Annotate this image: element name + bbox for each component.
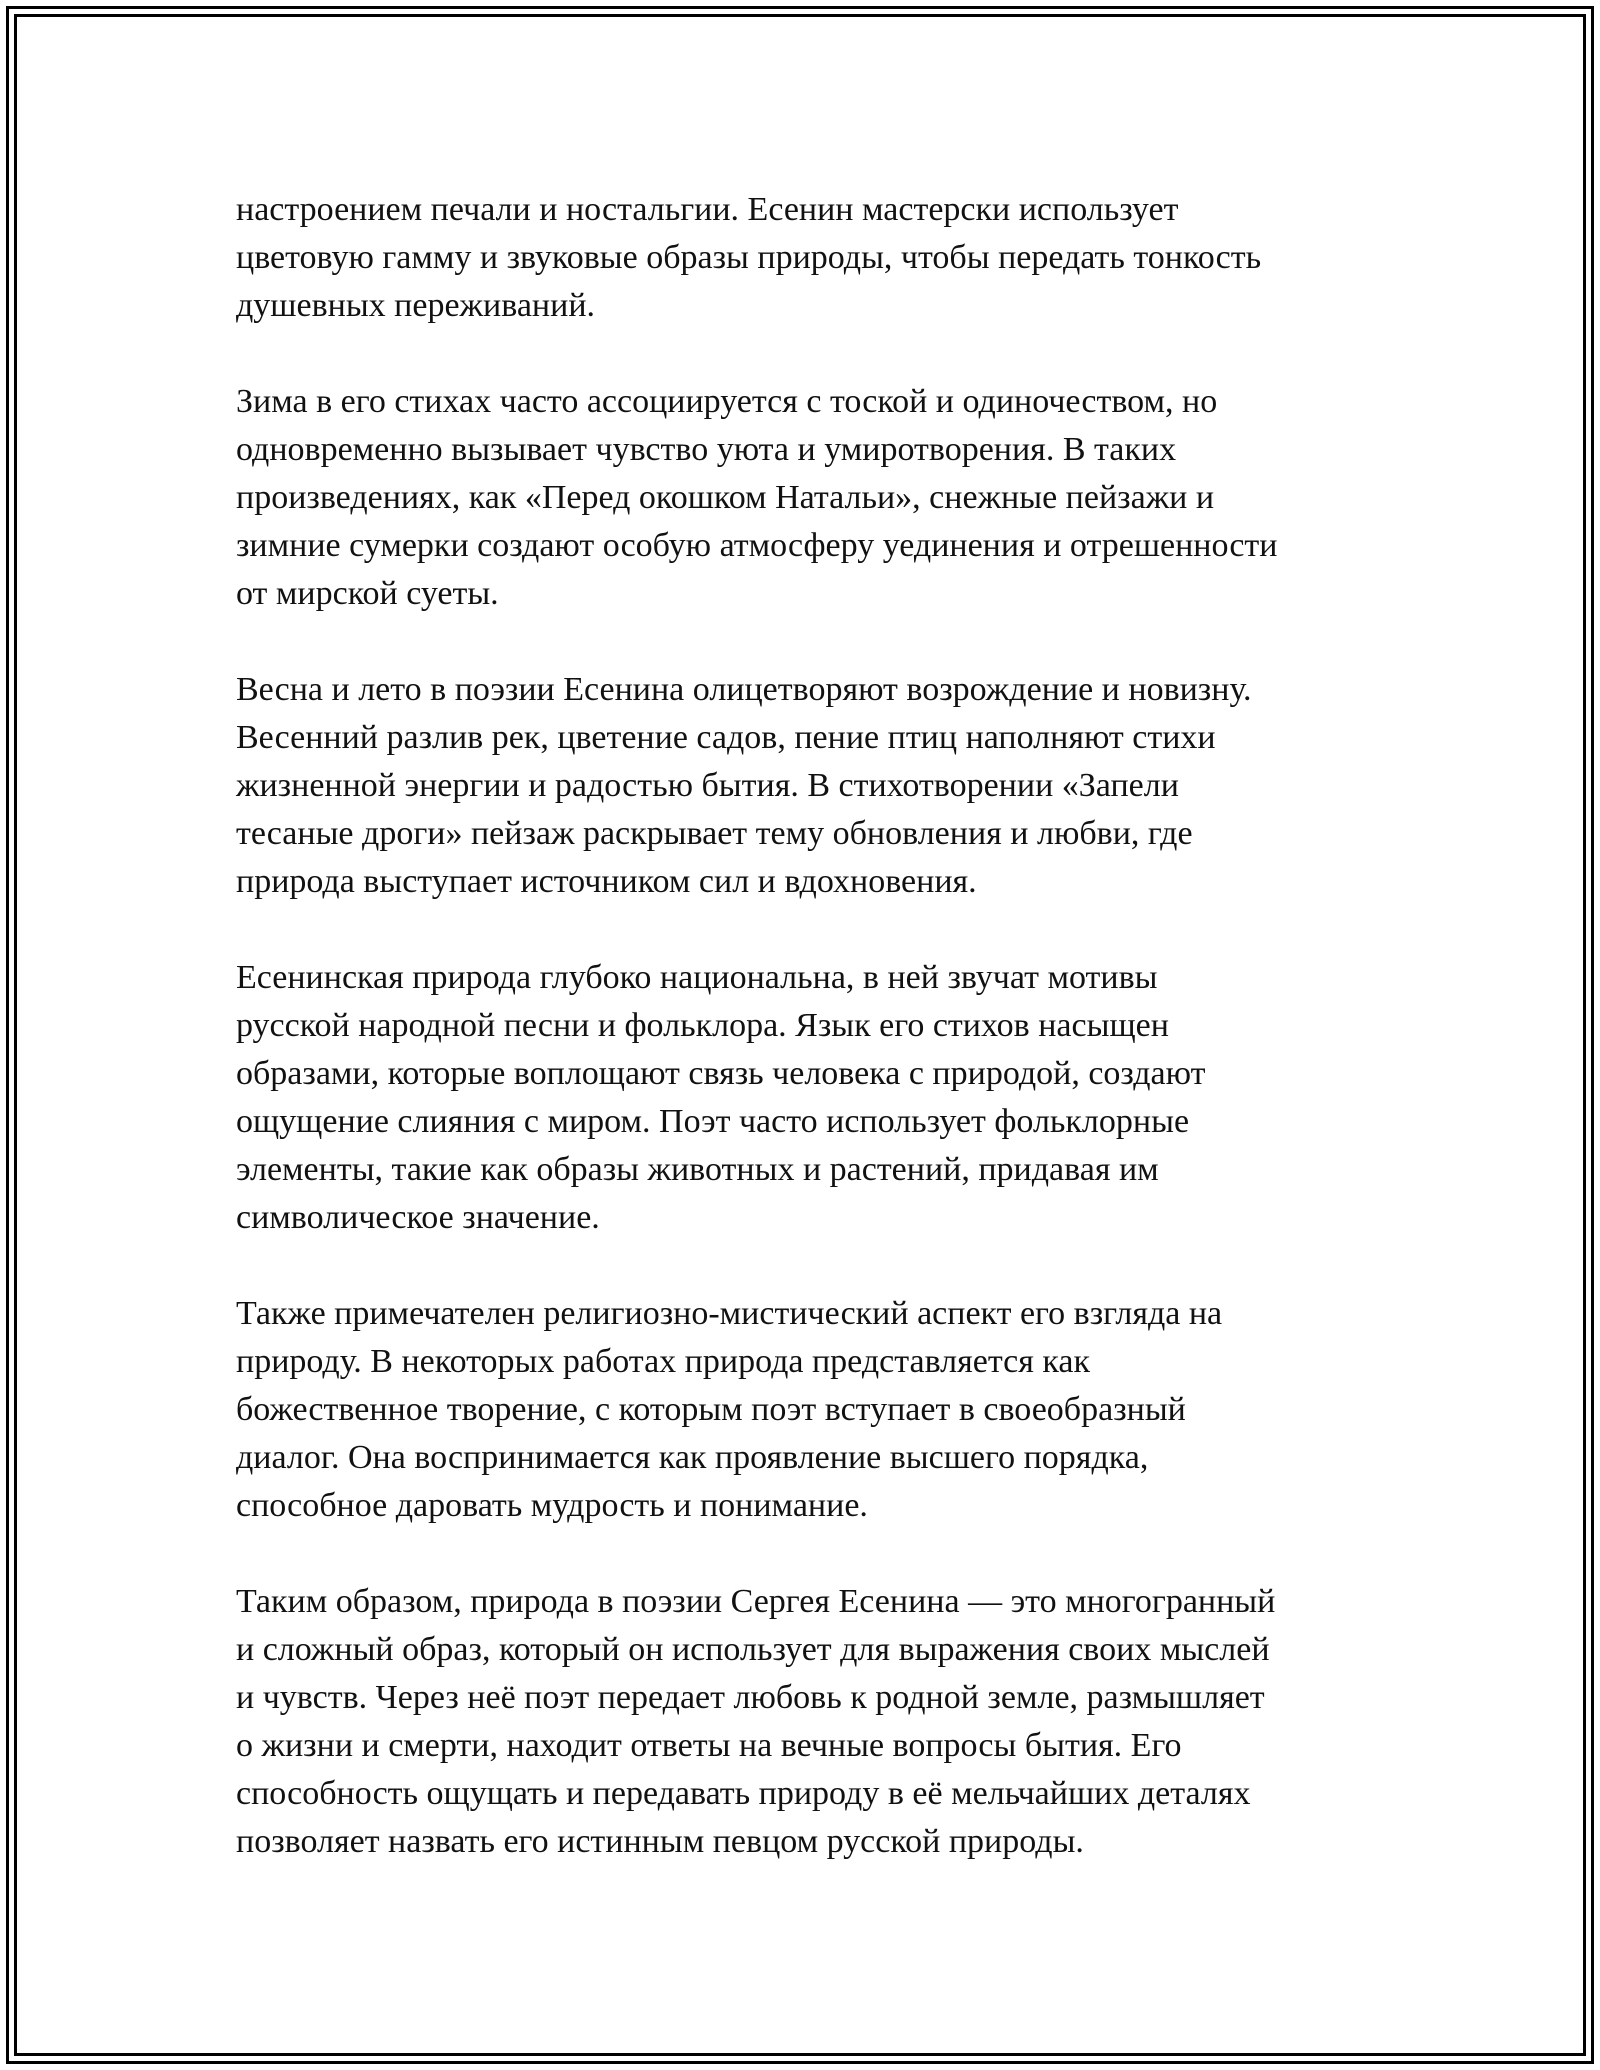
text-line: божественное творение, с которым поэт вступает в своеобразный	[236, 1391, 1186, 1428]
text-line: душевных переживаний.	[236, 287, 596, 324]
paragraph-6	[236, 1578, 1386, 1866]
text-line: Есенинская природа глубоко национальна, в ней звучат мотивы	[236, 959, 1158, 996]
text-line: от мирской суеты.	[236, 575, 499, 612]
text-line: природу. В некоторых работах природа представляется как	[236, 1343, 1090, 1380]
paragraph-5	[236, 1290, 1386, 1530]
text-line: образами, которые воплощают связь человека с природой, создают	[236, 1055, 1206, 1092]
document-body	[236, 186, 1386, 1914]
paragraph-3	[236, 666, 1386, 906]
text-line: зимние сумерки создают особую атмосферу уединения и отрешенности	[236, 527, 1278, 564]
paragraph-1	[236, 186, 1386, 330]
text-line: русской народной песни и фольклора. Язык его стихов насыщен	[236, 1007, 1169, 1044]
text-line: способность ощущать и передавать природу в её мельчайших деталях	[236, 1775, 1251, 1812]
text-line: элементы, такие как образы животных и растений, придавая им	[236, 1151, 1159, 1188]
text-line: ощущение слияния с миром. Поэт часто использует фольклорные	[236, 1103, 1190, 1140]
text-line: и сложный образ, который он использует для выражения своих мыслей	[236, 1631, 1270, 1668]
text-line: Весенний разлив рек, цветение садов, пение птиц наполняют стихи	[236, 719, 1216, 756]
text-line: природа выступает источником сил и вдохновения.	[236, 863, 977, 900]
text-line: Весна и лето в поэзии Есенина олицетворяют возрождение и новизну.	[236, 671, 1252, 708]
text-line: Зима в его стихах часто ассоциируется с тоской и одиночеством, но	[236, 383, 1218, 420]
text-line: произведениях, как «Перед окошком Натальи», снежные пейзажи и	[236, 479, 1215, 516]
text-line: настроением печали и ностальгии. Есенин мастерски использует	[236, 191, 1179, 228]
text-line: жизненной энергии и радостью бытия. В стихотворении «Запели	[236, 767, 1179, 804]
text-line: Также примечателен религиозно-мистический аспект его взгляда на	[236, 1295, 1223, 1332]
text-line: диалог. Она воспринимается как проявление высшего порядка,	[236, 1439, 1149, 1476]
text-line: и чувств. Через неё поэт передает любовь к родной земле, размышляет	[236, 1679, 1265, 1716]
text-line: одновременно вызывает чувство уюта и умиротворения. В таких	[236, 431, 1177, 468]
text-line: о жизни и смерти, находит ответы на вечные вопросы бытия. Его	[236, 1727, 1182, 1764]
paragraph-2	[236, 378, 1386, 618]
text-line: позволяет назвать его истинным певцом русской природы.	[236, 1823, 1084, 1860]
text-line: символическое значение.	[236, 1199, 600, 1236]
text-line: способное даровать мудрость и понимание.	[236, 1487, 868, 1524]
text-line: тесаные дроги» пейзаж раскрывает тему обновления и любви, где	[236, 815, 1193, 852]
text-line: Таким образом, природа в поэзии Сергея Есенина — это многогранный	[236, 1583, 1276, 1620]
text-line: цветовую гамму и звуковые образы природы, чтобы передать тонкость	[236, 239, 1262, 276]
paragraph-4	[236, 954, 1386, 1242]
